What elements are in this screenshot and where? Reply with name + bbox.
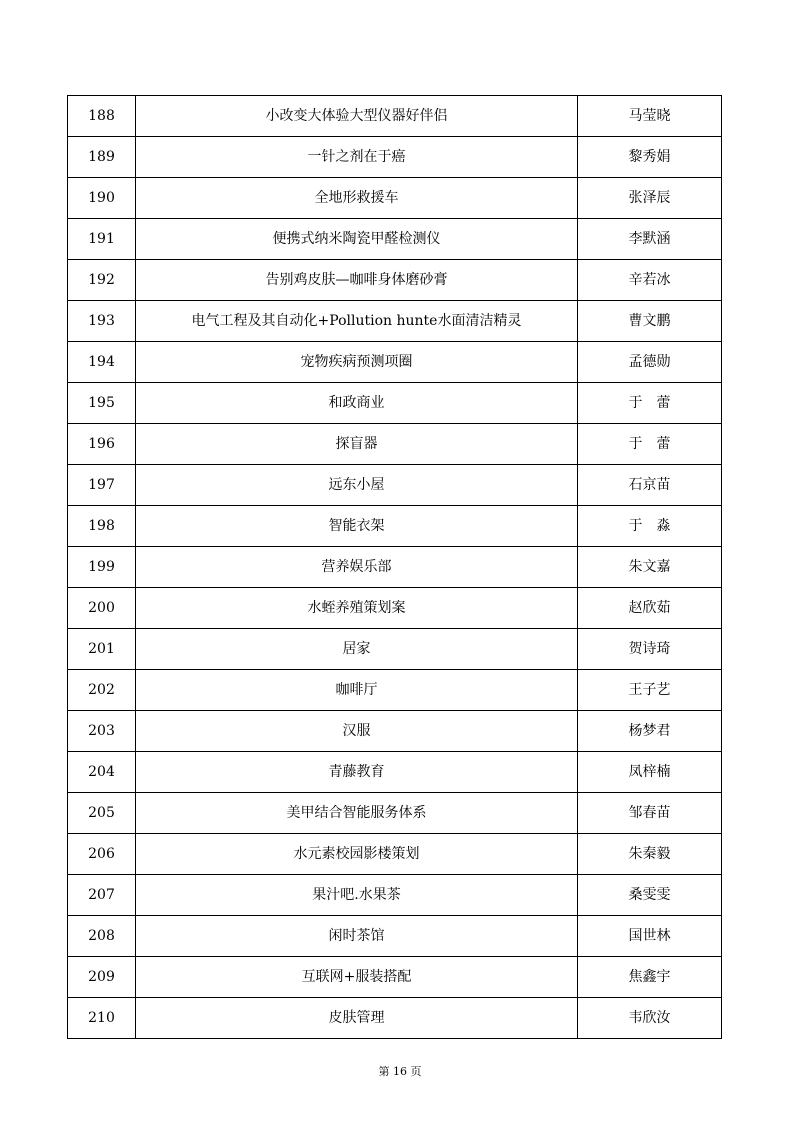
table-row <box>68 957 722 998</box>
row-number-cell: 207 <box>68 875 136 916</box>
project-title-cell: 营养娱乐部 <box>136 547 578 588</box>
table-row <box>68 834 722 875</box>
row-number-cell: 210 <box>68 998 136 1039</box>
table-row <box>68 506 722 547</box>
row-number-cell: 200 <box>68 588 136 629</box>
project-title-cell: 居家 <box>136 629 578 670</box>
person-name-cell: 国世林 <box>578 916 722 957</box>
person-name-cell: 凤梓楠 <box>578 752 722 793</box>
project-title-cell: 智能衣架 <box>136 506 578 547</box>
project-title-cell: 咖啡厅 <box>136 670 578 711</box>
table-row <box>68 793 722 834</box>
person-name-cell: 石京苗 <box>578 465 722 506</box>
project-title-cell: 全地形救援车 <box>136 178 578 219</box>
person-name-cell: 桑雯雯 <box>578 875 722 916</box>
project-title-cell: 和政商业 <box>136 383 578 424</box>
row-number-cell: 209 <box>68 957 136 998</box>
row-number-cell: 198 <box>68 506 136 547</box>
row-number-cell: 196 <box>68 424 136 465</box>
project-title-cell: 美甲结合智能服务体系 <box>136 793 578 834</box>
row-number-cell: 189 <box>68 137 136 178</box>
project-table-body <box>68 96 722 1039</box>
person-name-cell: 于 蕾 <box>578 424 722 465</box>
project-title-cell: 电气工程及其自动化+Pollution hunte水面清洁精灵 <box>136 301 578 342</box>
person-name-cell: 邹春苗 <box>578 793 722 834</box>
person-name-cell: 曹文鹏 <box>578 301 722 342</box>
table-row <box>68 301 722 342</box>
table-row <box>68 670 722 711</box>
project-title-cell: 皮肤管理 <box>136 998 578 1039</box>
row-number-cell: 195 <box>68 383 136 424</box>
row-number-cell: 205 <box>68 793 136 834</box>
person-name-cell: 韦欣汝 <box>578 998 722 1039</box>
row-number-cell: 192 <box>68 260 136 301</box>
person-name-cell: 马莹晓 <box>578 96 722 137</box>
table-row <box>68 219 722 260</box>
person-name-cell: 朱文嘉 <box>578 547 722 588</box>
person-name-cell: 朱秦毅 <box>578 834 722 875</box>
project-title-cell: 宠物疾病预测项圈 <box>136 342 578 383</box>
table-row <box>68 465 722 506</box>
table-row <box>68 875 722 916</box>
table-row <box>68 260 722 301</box>
project-title-cell: 小改变大体验大型仪器好伴侣 <box>136 96 578 137</box>
project-title-cell: 青藤教育 <box>136 752 578 793</box>
row-number-cell: 197 <box>68 465 136 506</box>
row-number-cell: 203 <box>68 711 136 752</box>
table-row <box>68 998 722 1039</box>
person-name-cell: 于 蕾 <box>578 383 722 424</box>
table-row <box>68 137 722 178</box>
table-row <box>68 629 722 670</box>
project-title-cell: 水蛭养殖策划案 <box>136 588 578 629</box>
person-name-cell: 贺诗琦 <box>578 629 722 670</box>
row-number-cell: 193 <box>68 301 136 342</box>
project-title-cell: 闲时茶馆 <box>136 916 578 957</box>
table-row <box>68 752 722 793</box>
row-number-cell: 191 <box>68 219 136 260</box>
row-number-cell: 188 <box>68 96 136 137</box>
row-number-cell: 202 <box>68 670 136 711</box>
table-row <box>68 178 722 219</box>
row-number-cell: 208 <box>68 916 136 957</box>
person-name-cell: 焦鑫宇 <box>578 957 722 998</box>
table-row <box>68 342 722 383</box>
project-title-cell: 汉服 <box>136 711 578 752</box>
table-row <box>68 383 722 424</box>
table-row <box>68 711 722 752</box>
project-title-cell: 便携式纳米陶瓷甲醛检测仪 <box>136 219 578 260</box>
row-number-cell: 194 <box>68 342 136 383</box>
row-number-cell: 201 <box>68 629 136 670</box>
row-number-cell: 204 <box>68 752 136 793</box>
table-row <box>68 916 722 957</box>
project-title-cell: 一针之剂在于癌 <box>136 137 578 178</box>
person-name-cell: 赵欣茹 <box>578 588 722 629</box>
person-name-cell: 黎秀娟 <box>578 137 722 178</box>
project-title-cell: 果汁吧.水果茶 <box>136 875 578 916</box>
person-name-cell: 孟德勋 <box>578 342 722 383</box>
project-title-cell: 互联网+服装搭配 <box>136 957 578 998</box>
row-number-cell: 190 <box>68 178 136 219</box>
table-row <box>68 96 722 137</box>
person-name-cell: 王子艺 <box>578 670 722 711</box>
project-title-cell: 水元素校园影楼策划 <box>136 834 578 875</box>
project-table <box>67 95 722 1039</box>
table-row <box>68 588 722 629</box>
person-name-cell: 李默涵 <box>578 219 722 260</box>
project-title-cell: 探盲器 <box>136 424 578 465</box>
row-number-cell: 199 <box>68 547 136 588</box>
table-row <box>68 547 722 588</box>
row-number-cell: 206 <box>68 834 136 875</box>
project-title-cell: 告别鸡皮肤—咖啡身体磨砂膏 <box>136 260 578 301</box>
person-name-cell: 于 淼 <box>578 506 722 547</box>
project-title-cell: 远东小屋 <box>136 465 578 506</box>
page-number: 第 16 页 <box>378 1065 422 1078</box>
person-name-cell: 杨梦君 <box>578 711 722 752</box>
person-name-cell: 辛若冰 <box>578 260 722 301</box>
table-row <box>68 424 722 465</box>
person-name-cell: 张泽辰 <box>578 178 722 219</box>
